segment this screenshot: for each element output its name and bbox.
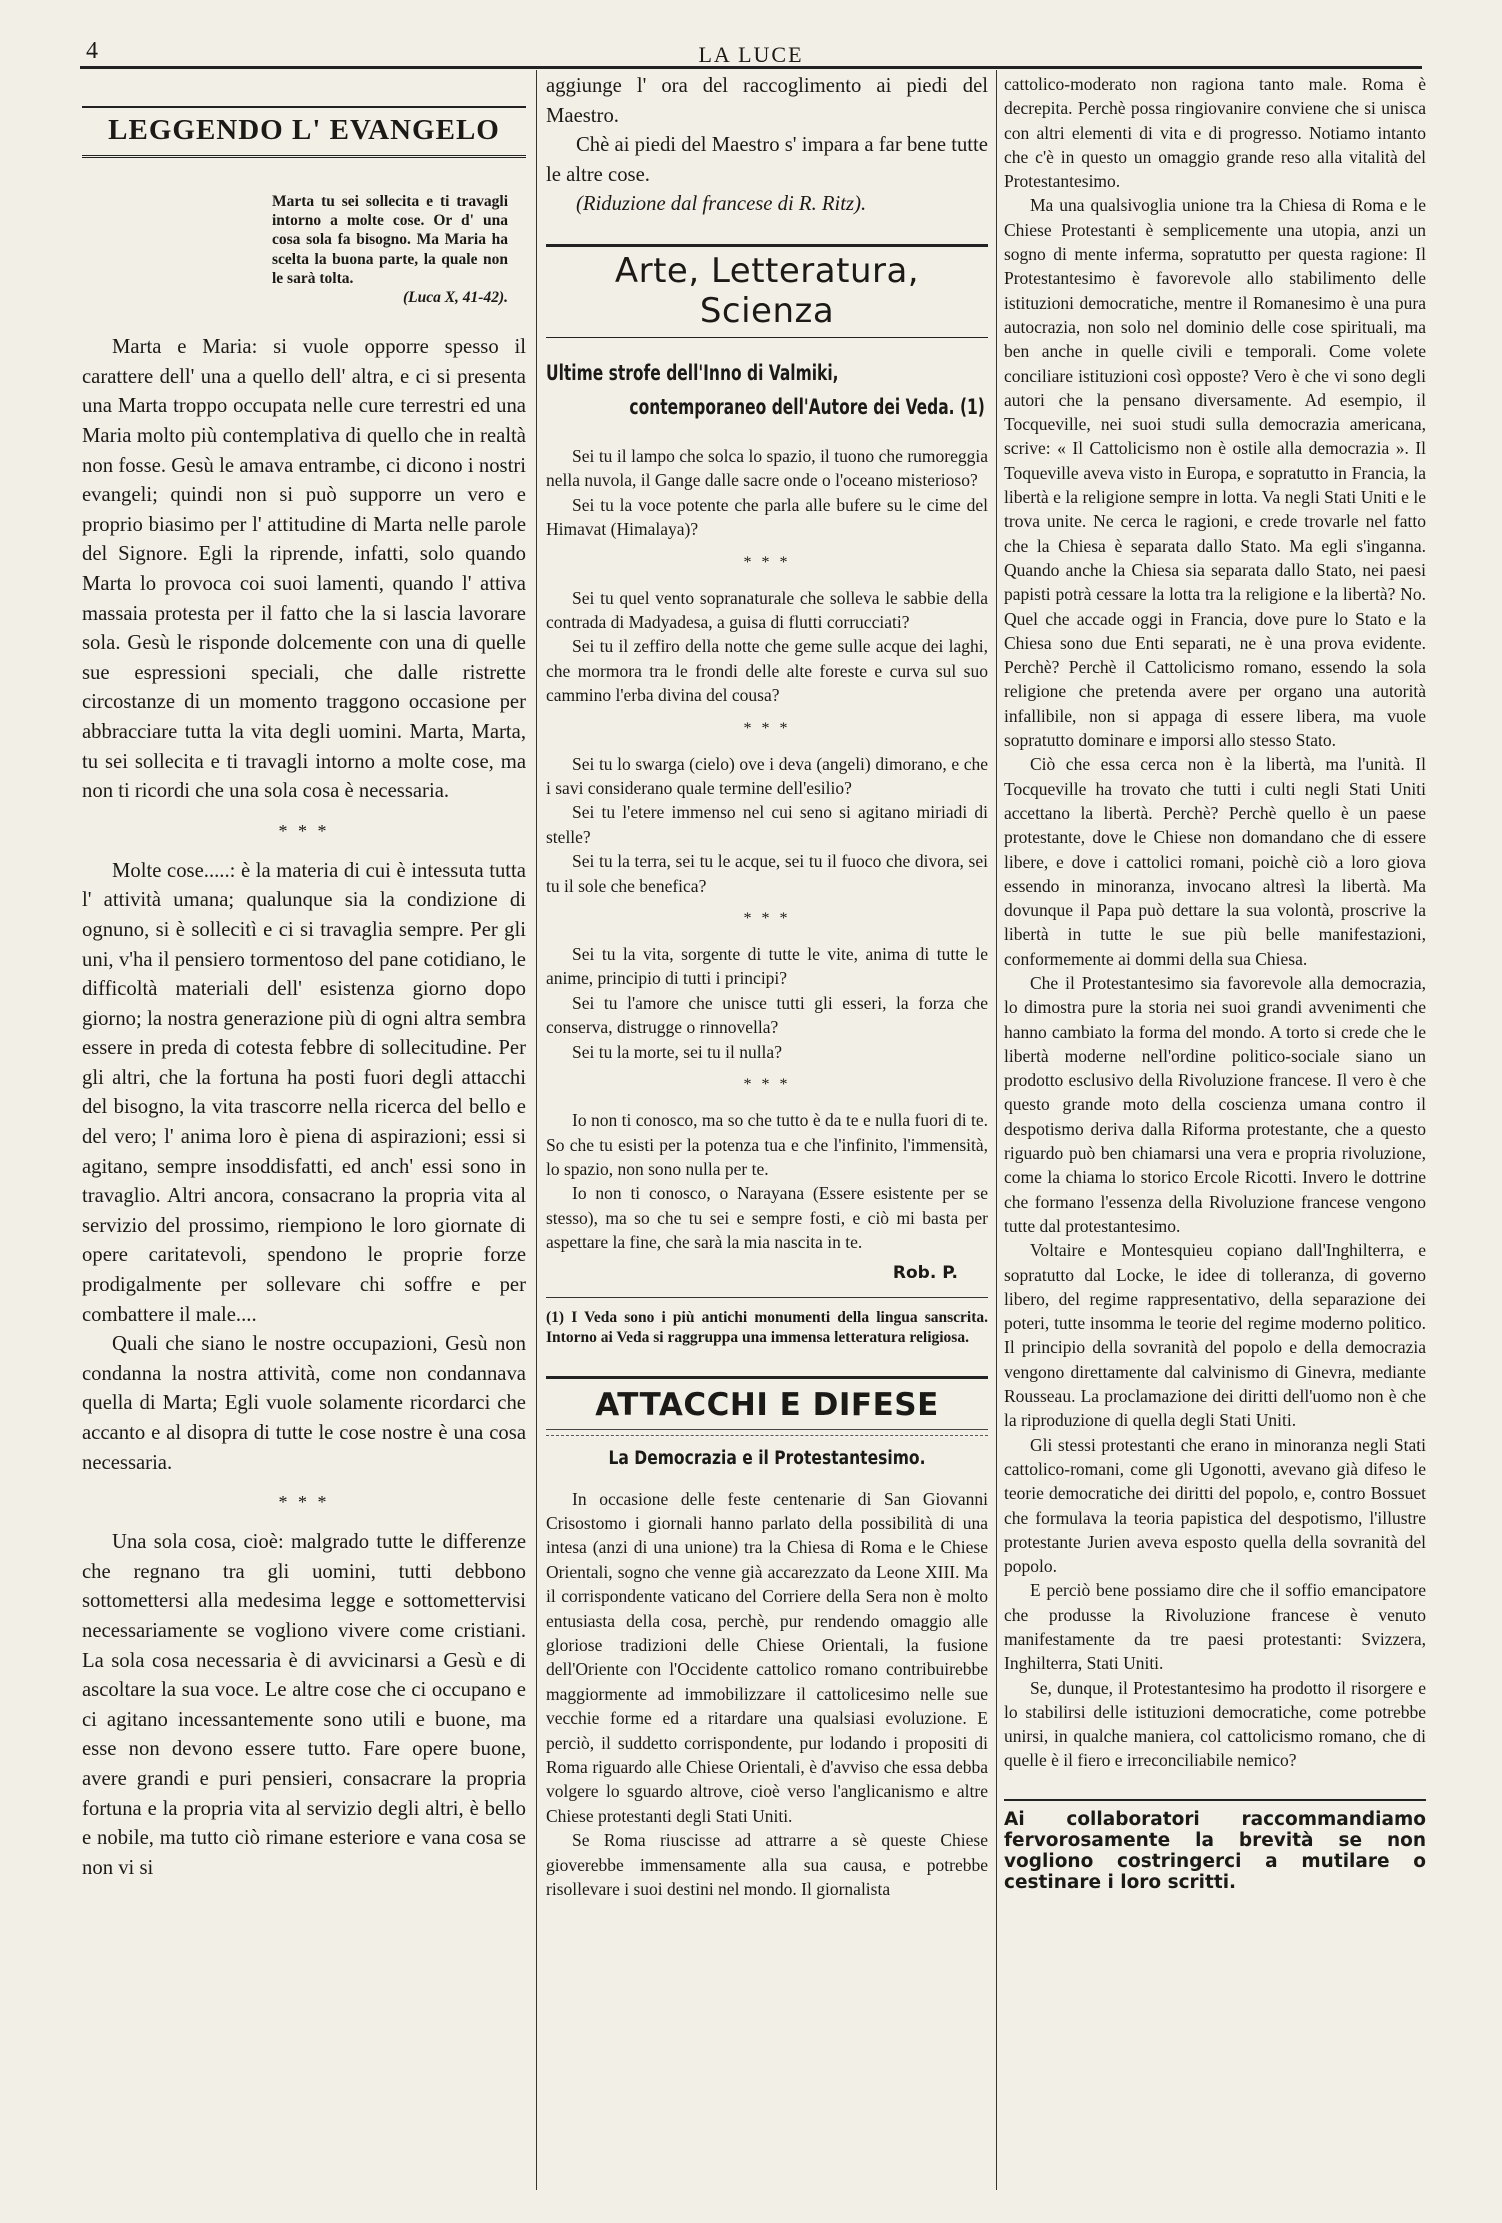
- page-number: 4: [86, 38, 98, 64]
- stanza: Io non ti conosco, o Narayana (Essere esistente per se stesso), ma so che tu sei e sempre fosti, e ciò mi basta per aspettare la fine, che sarà la mia nascita in te.: [546, 1183, 988, 1253]
- article-title: LEGGENDO L' EVANGELO: [82, 106, 526, 158]
- article-body: [82, 333, 526, 1883]
- section-separator: * * *: [278, 820, 330, 841]
- paragraph: cattolico-moderato non ragiona tanto male. Roma è decrepita. Perchè possa ringiovanire conviene che si unisca con altri elementi di vita e di progresso. Notiamo intanto che c'è in questo un omaggio grande reso alla vitalità del Protestantesimo.: [1004, 74, 1426, 192]
- paragraph: Se, dunque, il Protestantesimo ha prodotto il risorgere e lo stabilirsi delle istituzioni democratiche, come potrebbe unirsi, in qualche maniera, col cattolicismo romano, che di quelle è il fiero e irreconciliabile nemico?: [1004, 1677, 1426, 1771]
- article-title: La Democrazia e il Protestantesimo.: [608, 1447, 926, 1469]
- stanza: Sei tu il zeffiro della notte che geme sulle acque dei laghi, che mormora tra le frondi delle alte foreste e curva sul suo cammino l'erba divina del cousa?: [546, 636, 988, 706]
- article-continuation: [546, 72, 988, 220]
- paragraph: Chè ai piedi del Maestro s' impara a far bene tutte le altre cose.: [546, 134, 988, 186]
- stanza: Sei tu la terra, sei tu le acque, sei tu il fuoco che divora, sei tu il sole che benefica?: [546, 851, 988, 896]
- section-separator: * * *: [743, 910, 791, 928]
- poem-title-line: contemporaneo dell'Autore dei Veda. (1): [629, 394, 985, 419]
- stanza: Sei tu l'amore che unisce tutti gli esseri, la forza che conserva, distrugge o rinnovella?: [546, 992, 988, 1038]
- paragraph: Marta e Maria: si vuole opporre spesso il carattere dell' una a quello dell' altra, e ci si presenta una Marta troppo occupata nelle cure terrestri ed una Maria molto più contemplativa di quello che in realtà non fosse. Gesù le amava entrambe, ci dicono i nostri evangeli; quindi non si può supporre un vero e proprio biasimo per l' attitudine di Marta nelle parole del Signore. Egli la riprende, infatti, solo quando Marta lo provoca coi suoi lamenti, quando l' attiva massaia protesta per il fatto che la si lascia lavorare sola. Gesù le risponde dolcemente con una di quelle sue espressioni speciali, che dalle ristrette circostanze di un momento traggono occasione per abbracciare tutta la vita degli uomini. Marta, Marta, tu sei sollecita e ti travagli intorno a molte cose, ma non ti ricordi che una sola cosa è necessaria.: [82, 336, 526, 803]
- paragraph: Voltaire e Montesquieu copiano dall'Inghilterra, e sopratutto dal Locke, le idee di tolleranza, di governo libero, del regime rappresentativo, della separazione dei poteri, tutte insomma le teorie del regime moderno politico. Il principio della sovranità del popolo e della democrazia vengono direttamente dal calvinismo di Ginevra, mediante Rousseau. La proclamazione dei diritti dell'uomo non è che la riproduzione di quella degli Stati Uniti.: [1004, 1240, 1426, 1431]
- article-body: [546, 1487, 988, 1902]
- column-3: [1004, 72, 1426, 2212]
- stanza: Sei tu l'etere immenso nel cui seno si agitano miriadi di stelle?: [546, 802, 988, 847]
- footnote: (1) I Veda sono i più antichi monumenti della lingua sanscrita. Intorno ai Veda si raggruppa una immensa letteratura religiosa.: [546, 1297, 988, 1348]
- poem-title-line: Ultime strofe dell'Inno di Valmiki,: [546, 360, 839, 385]
- paragraph: Che il Protestantesimo sia favorevole alla democrazia, lo dimostra pure la storia nei suoi grandi avvenimenti che hanno cambiato la forma del mondo. A torto si crede che le libertà moderne nell'ordine politico-sociale siano un prodotto esclusivo della Rivoluzione francese. Il vero è che questo grande moto della coscienza umana contro il despotismo deriva dalla Riforma protestante, che a questo riguardo può ben chiamarsi una vera e propria rivoluzione, come la chiama lo storico Ercole Ricotti. Invero le dottrine che formano l'essenza della Rivoluzione francese vengono tutte dal protestantesimo.: [1004, 972, 1426, 1236]
- section-separator: * * *: [743, 1076, 791, 1094]
- paragraph: In occasione delle feste centenarie di San Giovanni Crisostomo i giornali hanno parlato della possibilità di una intesa (anzi di una unione) tra la Chiesa di Roma e le Chiese Orientali, sogno che venne già accarezzato da Leone XIII. Ma il corrispondente vaticano del Corriere della Sera non è molto entusiasta della cosa, perchè, pur rendendo omaggio alle gloriose tradizioni delle Chiese Orientali, la fusione dell'Oriente con l'Occidente cattolico romano contribuirebbe maggiormente ad immobilizzare il cattolicesimo nelle sue vecchie forme ed a ritardare una qualsiasi evoluzione. E perciò, il suddetto corrispondente, pur lodando i propositi di Roma riguardo alle Chiese Orientali, è d'avviso che essa debba volgere lo sguardo altrove, cioè verso l'anglicanismo e altre Chiese protestanti degli Stati Uniti.: [546, 1488, 988, 1826]
- section-separator: * * *: [743, 719, 791, 737]
- stanza: Sei tu la vita, sorgente di tutte le vite, anima di tutte le anime, principio di tutti i principi?: [546, 944, 988, 989]
- signature: Rob. P.: [892, 1262, 958, 1283]
- stanza: Sei tu lo swarga (cielo) ove i deva (angeli) dimorano, e che i savi considerano quale termine dell'esilio?: [546, 753, 988, 799]
- paragraph: Una sola cosa, cioè: malgrado tutte le differenze che regnano tra gli uomini, tutti debbono sottomettersi alla medesima legge e sottomettervisi necessariamente se vogliono vivere come cristiani. La sola cosa necessaria è di avvicinarsi a Gesù e di ascoltare la sua voce. Le altre cose che ci occupano e ci agitano incessantemente sono utili e buone, ma esse non devono essere tutto. Fare opere buone, avere grandi e puri pensieri, consacrare la propria fortuna e la propria vita al servizio degli altri, è bello e nobile, ma tutto ciò rimane esteriore e vana cosa se non vi si: [82, 1531, 526, 1879]
- section-separator: * * *: [743, 553, 791, 571]
- header-rule: [80, 66, 1422, 69]
- section-heading: Arte, Letteratura, Scienza: [546, 244, 988, 338]
- epigraph-source: (Luca X, 41-42).: [402, 289, 508, 307]
- paragraph: Se Roma riuscisse ad attrarre a sè queste Chiese gioverebbe immensamente alla sua causa, e potrebbe risollevare i suoi destini nel mondo. Il giornalista: [546, 1830, 988, 1900]
- paragraph: aggiunge l' ora del raccoglimento ai piedi del Maestro.: [546, 75, 988, 127]
- stanza: Sei tu quel vento sopranaturale che solleva le sabbie della contrada di Madyadesa, a guisa di flutti corrucciati?: [546, 587, 988, 632]
- paragraph: Molte cose.....: è la materia di cui è intessuta tutta l' attività umana; qualunque sia la condizione di ognuno, si è sollecitì e ci si travaglia sempre. Per gli uni, v'ha il pensiero tormentoso del pane cotidiano, le difficoltà materiali dell' esistenza giorno dopo giorno; la nostra generazione più di ogni altra sembra essere in preda di cotesta febbre di sollecitudine. Per gli altri, che la fortuna ha posti fuori degli attacchi del bisogno, la vita trascorre nella ricerca del bello e del vero; l' anima loro è piena di aspirazioni; essi si agitano, sempre insoddisfatti, ed anch' essi sono in travaglio. Altri ancora, consacrano la propria vita al servizio del prossimo, riempiono le loro giornate di opere caritatevoli, spendono le proprie forze prodigalmente per sollevare chi soffre e per combattere il male....: [82, 859, 526, 1326]
- stanza: Sei tu la morte, sei tu il nulla?: [572, 1041, 782, 1062]
- paragraph: E perciò bene possiamo dire che il soffio emancipatore che produsse la Rivoluzione francese è venuto manifestamente da tre paesi protestanti: Svizzera, Inghilterra, Stati Uniti.: [1004, 1580, 1426, 1674]
- paragraph: Ciò che essa cerca non è la libertà, ma l'unità. Il Tocqueville ha trovato che tutti i culti negli Stati Uniti accettano la libertà. Perchè? Perchè quello è un paese protestante, dove le Chiese non domandano che di essere libere, e dove i cattolici romani, poichè ciò a loro giova essendo in minoranza, invocano altresì la libertà. Ma dovunque il Papa può dettare la sua volontà, proscrive la libertà in tutte le sue più belle manifestazioni, conformemente ai dommi della sua Chiesa.: [1004, 754, 1426, 969]
- column-1: [82, 72, 526, 2212]
- poem-body: [546, 444, 988, 1255]
- article-continuation: [1004, 72, 1426, 1773]
- stanza: Sei tu il lampo che solca lo spazio, il tuono che rumoreggia nella nuvola, il Gange dalle sacre onde o l'oceano misterioso?: [546, 445, 988, 491]
- column-divider: [536, 70, 537, 2190]
- column-2: [546, 72, 988, 2212]
- paragraph: Gli stessi protestanti che erano in minoranza negli Stati cattolico-romani, come gli Ugonotti, avevano già difeso le teorie democratiche dei diritti del popolo, e, contro Bossuet che formulava la teoria papistica del despotismo, l'illustre protestante Jurien aveva esposto quella della sovranità del popolo.: [1004, 1434, 1426, 1577]
- masthead: LA LUCE: [698, 42, 804, 67]
- epigraph-text: Marta tu sei sollecita e ti travagli intorno a molte cose. Or d' una cosa sola fa bisogno. Ma Maria ha scelta la buona parte, la quale non le sarà tolta.: [272, 193, 508, 287]
- credit: (Riduzione dal francese di R. Ritz).: [576, 193, 867, 216]
- ornamental-rule: [546, 1430, 988, 1436]
- section-separator: * * *: [278, 1492, 330, 1513]
- paragraph: Quali che siano le nostre occupazioni, Gesù non condanna la nostra attività, come non condannava quella di Marta; Egli vuole solamente ricordarci che accanto e al disopra di tutte le cose nostre è una cosa necessaria.: [82, 1333, 526, 1474]
- stanza: Sei tu la voce potente che parla alle bufere su le cime del Himavat (Himalaya)?: [546, 494, 988, 540]
- section-heading-major: ATTACCHI E DIFESE: [546, 1376, 988, 1430]
- poem-title: [546, 356, 988, 424]
- epigraph: [272, 192, 508, 307]
- stanza: Io non ti conosco, ma so che tutto è da te e nulla fuori di te. So che tu esisti per la potenza tua e che l'infinito, l'immensità, lo spazio, non sono nulla per te.: [546, 1110, 988, 1179]
- editorial-notice: Ai collaboratori raccommandiamo fervorosamente la brevità se non vogliono costringerci a mutilare o cestinare i loro scritti.: [1004, 1799, 1426, 1893]
- paragraph: Ma una qualsivoglia unione tra la Chiesa di Roma e le Chiese Protestanti è semplicemente una utopia, anzi un sogno di mente inferma, sopratutto per questa ragione: Il Protestantesimo è favorevole allo stabilimento delle istituzioni democratiche, mentre il Romanesimo è una pura autocrazia, non solo nel dominio delle cose spirituali, ma ben anche in quelle civili e temporali. Come volete conciliare istituzioni così opposte? Vero è che vi sono degli autori che la pensano diversamente. Ad esempio, il Tocqueville, nei suoi studi sulla democrazia americana, scrive: « Il Cattolicismo non è ostile alla democrazia ». Il Toqueville aveva visto in Europa, e sopratutto in Francia, la libertà e la religione sempre in lotta. Va negli Stati Uniti e le trova unite. Ne cerca le ragioni, e crede trovarle nel fatto che la Chiesa è separata dallo Stato. Ma egli s'inganna. Quando anche la Chiesa sia separata dallo Stato, nei paesi papisti potrà cessare la lotta tra la religione e la libertà? No. Quel che accade oggi in Francia, dove pure lo Stato e la Chiesa sono due Enti separati, ne è una prova evidente. Perchè? Perchè il Cattolicismo romano, essendo la sola religione che pretenda avere per organo una autorità infallibile, non si appaga di essere libera, ma vuole sopratutto dominare e imporsi allo stesso Stato.: [1004, 195, 1426, 751]
- column-divider: [996, 70, 997, 2190]
